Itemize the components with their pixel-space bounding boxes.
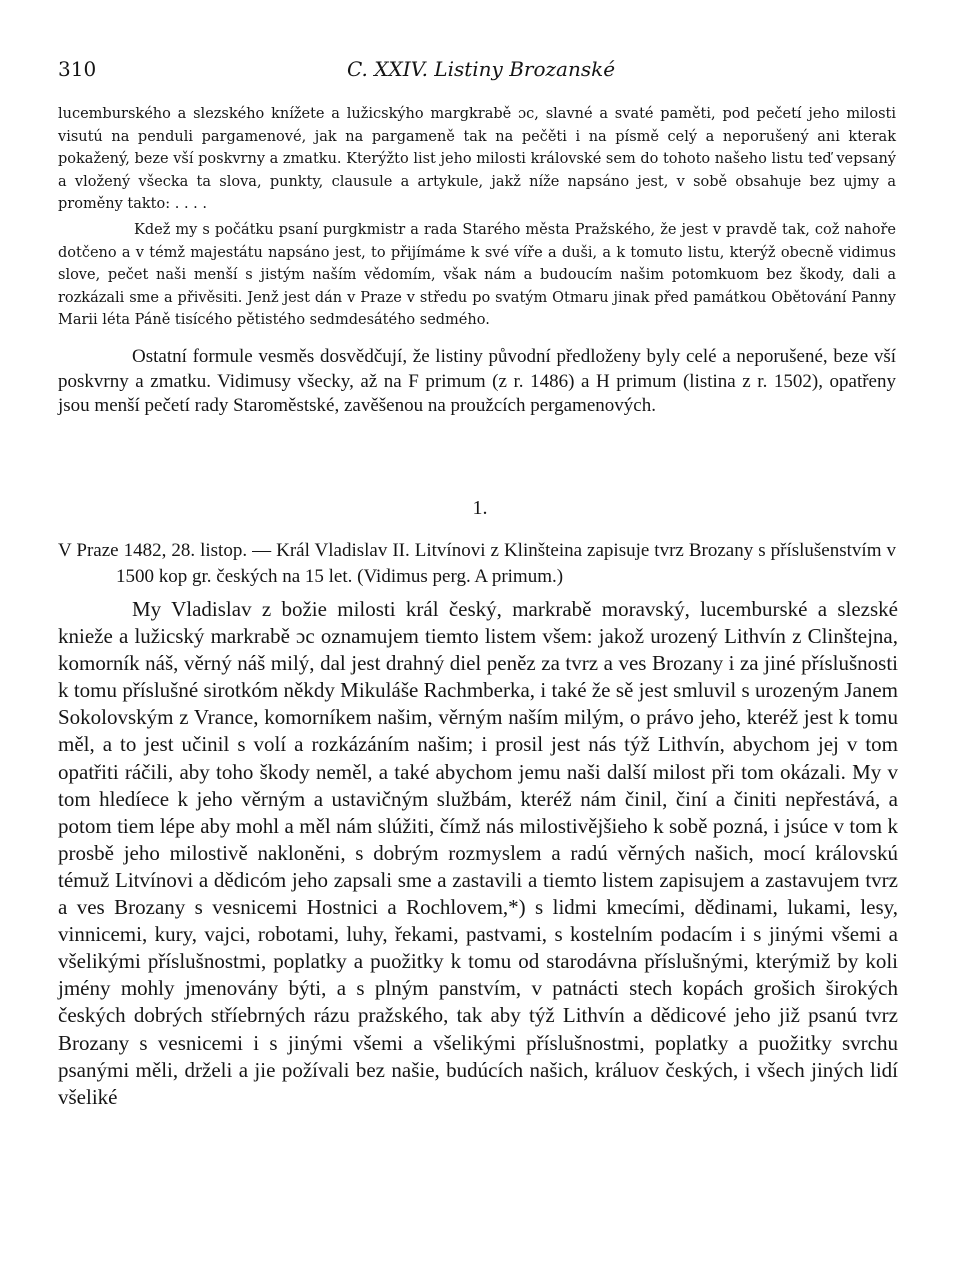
page-header bbox=[58, 56, 898, 86]
intro-paragraph-1: lucemburského a slezského knížete a lužicskýho margkrabě ɔc, slavné a svaté paměti, pod pečetí jeho milosti visutú na penduli pargamenové, jak na pargameně tak na pečěti i na písmě celý a neporušený ani kterak pokažený, beze vší poskvrny a zmatku. Kterýžto list jeho milosti královské sem do tohoto našeho listu teď vepsaný a vložený všecka ta slova, punkty, clausule a artykule, jakž níže napsáno jest, v sobě obsahuje bez ujmy a proměny takto: . . . . bbox=[58, 106, 896, 213]
editorial-note: Ostatní formule vesměs dosvědčují, že listiny původní předloženy byly celé a neporušené, beze vší poskvrny a zmatku. Vidimusy všecky, až na F primum (z r. 1486) a H primum (listina z r. 1502), opatřeny jsou menší pečetí rady Staroměstské, zavěšenou na proužcích pergamenových. bbox=[58, 346, 896, 416]
intro-paragraph-2: Kdež my s počátku psaní purgkmistr a rada Starého města Pražského, že jest v pravdě tak, což nahoře dotčeno a v témž majestátu napsáno jest, to přijímáme k své víře a duši, a k tomuto listu, kterýž obecně vidimus slove, pečet naši menší s jistým naším vědomím, však nám a budoucím našim potomkuom bez škody, dali a rozkázali sme a přivěsiti. Jenž jest dán v Praze v středu po svatým Otmaru jinak před památkou Obětování Panny Marii léta Páně tisícého pětistého sedmdesátého sedmého. bbox=[58, 222, 896, 329]
document-number: 1. bbox=[472, 497, 488, 519]
page-number: 310 bbox=[58, 57, 97, 81]
running-title: C. XXIV. Listiny Brozanské bbox=[346, 57, 616, 81]
charter-text: My Vladislav z božie milosti král český, markrabě moravský, lucemburské a slezské knieže a lužicský markrabě ɔc oznamujem tiemto listem všem: jakož urozený Lithvín z Clinštejna, komorník náš, věrný náš milý, dal jest drahný diel peněz za tvrz a ves Brozany i za jiné příslušnosti k tomu příslušné sirotkóm někdy Mikuláše Rachmberka, i také že sě jest smluvil s urozeným Janem Sokolovským z Vrance, komorníkem našim, věrným naším milým, o právo jeho, kteréž jest k tomu měl, a to jest učinil s volí a rozkázáním našim; i prosil jest nás týž Lithvín, abychom jej v tom opatřiti ráčili, aby toho škody neměl, a také abychom jemu naši další milost při tom okázali. My v tom hledíece k jeho věrným a ustavičným službám, kteréž nám činil, činí a činiti nepřestává, a potom tiem lépe aby mohl a měl nám slúžiti, čímž nás milostivějšieho k sobě pozná, i jsúce v tom k prosbě jeho milostivě nakloněni, s dobrým rozmyslem a radú věrných našich, mocí královskú témuž Litvínovi a dědicóm jeho zapsali sme a zastavili a tiemto listem zapisujem a zastavujem tvrz a ves Brozany s vesnicemi Hostnici a Rochlovem,*) s lidmi kmecími, dědinami, lukami, lesy, vinnicemi, kury, vajci, robotami, luhy, řekami, pastvami, s kostelním podacím i s jinými všemi a všelikými příslušnostmi, poplatky a puožitky k tomu od starodávna příslušnými, kterýmiž by koli jmény mohly jmenovány býti, a s plným panstvím, v patnácti stech kopách grošich širokých českých dobrých stříebrných rázu pražského, tak aby týž Lithvín a dědicové jeho již psanú tvrz Brozany s vesnicemi i s jinými všemi a všelikými příslušnostmi, poplatky a puožitky svrchu psanými měli, drželi a jie požívali bez našie, budúcích našich, králuov českých, i všech jiných lidí všeliké bbox=[58, 597, 898, 1109]
document-regest: V Praze 1482, 28. listop. — Král Vladislav II. Litvínovi z Klinšteina zapisuje tvrz Brozany s příslušenstvím v 1500 kop gr. českých na 15 let. (Vidimus perg. A primum.) bbox=[58, 540, 896, 587]
